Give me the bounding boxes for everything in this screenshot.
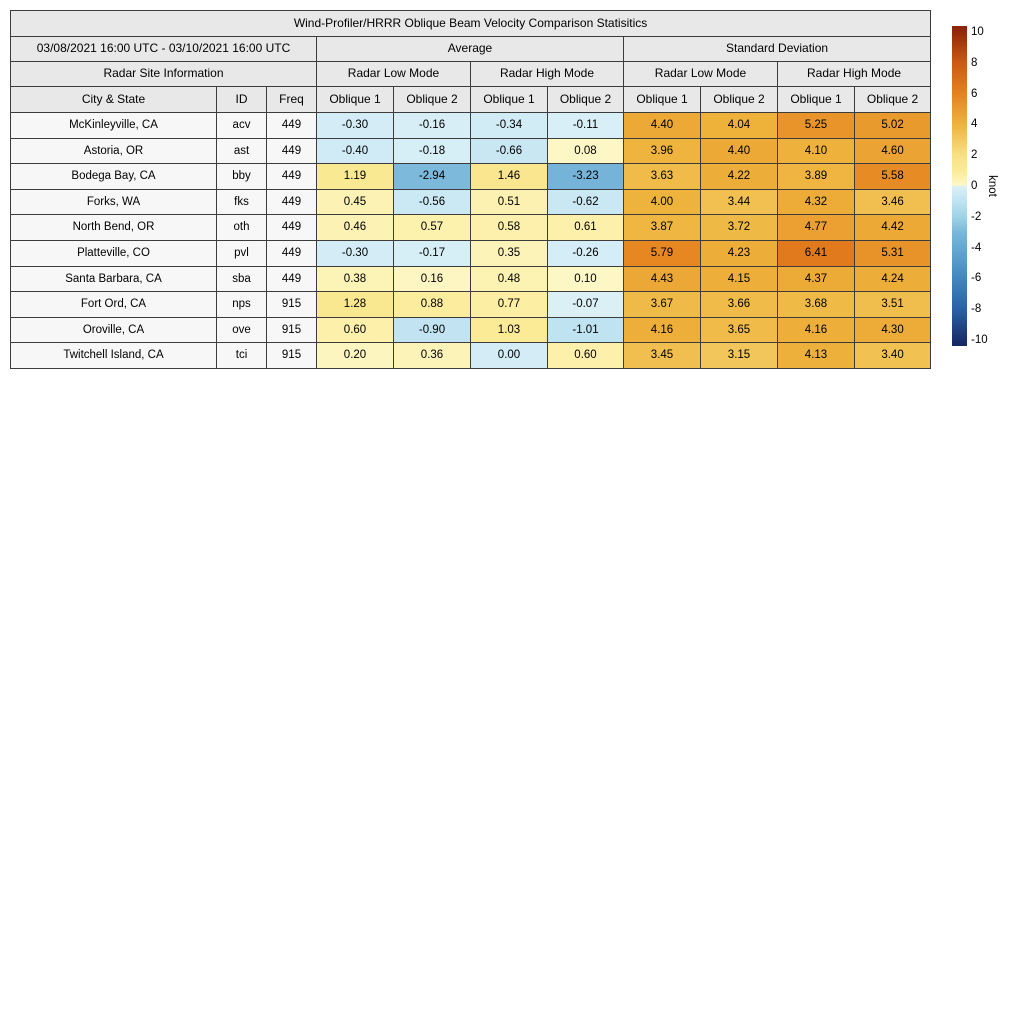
table-row bbox=[11, 343, 931, 369]
value-cell: 3.45 bbox=[624, 343, 701, 369]
value-cell: 4.24 bbox=[855, 266, 931, 292]
value-cell: 5.02 bbox=[855, 113, 931, 139]
value-cell: 4.40 bbox=[624, 113, 701, 139]
id-cell: ast bbox=[217, 138, 267, 164]
value-cell: 4.15 bbox=[701, 266, 778, 292]
id-cell: ove bbox=[217, 317, 267, 343]
column-header-oblique2: Oblique 2 bbox=[855, 87, 931, 113]
value-cell: 0.57 bbox=[394, 215, 471, 241]
value-cell: -0.17 bbox=[394, 240, 471, 266]
freq-cell: 915 bbox=[267, 317, 317, 343]
value-cell: 3.51 bbox=[855, 292, 931, 318]
table-row bbox=[11, 113, 931, 139]
column-header-freq: Freq bbox=[267, 87, 317, 113]
value-cell: 6.41 bbox=[778, 240, 855, 266]
id-cell: sba bbox=[217, 266, 267, 292]
value-cell: 0.36 bbox=[394, 343, 471, 369]
stats-table bbox=[10, 10, 931, 369]
value-cell: 0.60 bbox=[317, 317, 394, 343]
id-cell: tci bbox=[217, 343, 267, 369]
freq-cell: 449 bbox=[267, 138, 317, 164]
value-cell: 5.31 bbox=[855, 240, 931, 266]
colorbar-tick-label: -8 bbox=[971, 303, 982, 316]
value-cell: 0.51 bbox=[471, 189, 548, 215]
table-row bbox=[11, 189, 931, 215]
group-header-avg-low-mode: Radar Low Mode bbox=[317, 62, 471, 87]
id-cell: pvl bbox=[217, 240, 267, 266]
value-cell: 4.16 bbox=[778, 317, 855, 343]
column-header-oblique1: Oblique 1 bbox=[471, 87, 548, 113]
value-cell: -0.16 bbox=[394, 113, 471, 139]
value-cell: 3.63 bbox=[624, 164, 701, 190]
value-cell: 3.66 bbox=[701, 292, 778, 318]
group-header-std-low-mode: Radar Low Mode bbox=[624, 62, 778, 87]
id-cell: fks bbox=[217, 189, 267, 215]
colorbar-tick-label: 8 bbox=[971, 56, 978, 69]
value-cell: 0.16 bbox=[394, 266, 471, 292]
table-title: Wind-Profiler/HRRR Oblique Beam Velocity Comparison Statisitics bbox=[11, 11, 931, 37]
city-cell: Fort Ord, CA bbox=[11, 292, 217, 318]
value-cell: 0.00 bbox=[471, 343, 548, 369]
value-cell: 3.89 bbox=[778, 164, 855, 190]
value-cell: 4.32 bbox=[778, 189, 855, 215]
value-cell: 3.96 bbox=[624, 138, 701, 164]
value-cell: 4.30 bbox=[855, 317, 931, 343]
value-cell: 3.46 bbox=[855, 189, 931, 215]
value-cell: 4.13 bbox=[778, 343, 855, 369]
group-header-avg-high-mode: Radar High Mode bbox=[471, 62, 624, 87]
value-cell: -2.94 bbox=[394, 164, 471, 190]
value-cell: 4.00 bbox=[624, 189, 701, 215]
value-cell: 4.23 bbox=[701, 240, 778, 266]
value-cell: 1.46 bbox=[471, 164, 548, 190]
value-cell: 0.38 bbox=[317, 266, 394, 292]
value-cell: -0.34 bbox=[471, 113, 548, 139]
value-cell: -0.26 bbox=[548, 240, 624, 266]
column-header-oblique1: Oblique 1 bbox=[778, 87, 855, 113]
value-cell: 4.42 bbox=[855, 215, 931, 241]
value-cell: 1.28 bbox=[317, 292, 394, 318]
colorbar-unit-label: knot bbox=[986, 175, 998, 197]
value-cell: 5.79 bbox=[624, 240, 701, 266]
value-cell: 0.61 bbox=[548, 215, 624, 241]
value-cell: 1.03 bbox=[471, 317, 548, 343]
value-cell: 0.88 bbox=[394, 292, 471, 318]
column-header-city-state: City & State bbox=[11, 87, 217, 113]
freq-cell: 449 bbox=[267, 164, 317, 190]
colorbar-tick-label: -6 bbox=[971, 272, 982, 285]
value-cell: 4.10 bbox=[778, 138, 855, 164]
value-cell: -0.90 bbox=[394, 317, 471, 343]
value-cell: 0.08 bbox=[548, 138, 624, 164]
value-cell: 1.19 bbox=[317, 164, 394, 190]
column-header-oblique1: Oblique 1 bbox=[624, 87, 701, 113]
value-cell: -0.30 bbox=[317, 113, 394, 139]
colorbar-tick-label: 4 bbox=[971, 118, 978, 131]
value-cell: -0.40 bbox=[317, 138, 394, 164]
group-header-average: Average bbox=[317, 37, 624, 62]
value-cell: 3.44 bbox=[701, 189, 778, 215]
freq-cell: 449 bbox=[267, 215, 317, 241]
value-cell: -0.30 bbox=[317, 240, 394, 266]
colorbar-tick-label: 2 bbox=[971, 149, 978, 162]
value-cell: 4.40 bbox=[701, 138, 778, 164]
value-cell: 0.60 bbox=[548, 343, 624, 369]
value-cell: 0.77 bbox=[471, 292, 548, 318]
value-cell: 3.65 bbox=[701, 317, 778, 343]
value-cell: 3.67 bbox=[624, 292, 701, 318]
city-cell: Twitchell Island, CA bbox=[11, 343, 217, 369]
colorbar-tick-label: 0 bbox=[971, 180, 978, 192]
id-cell: acv bbox=[217, 113, 267, 139]
value-cell: 5.58 bbox=[855, 164, 931, 190]
column-header-id: ID bbox=[217, 87, 267, 113]
value-cell: 3.68 bbox=[778, 292, 855, 318]
value-cell: -3.23 bbox=[548, 164, 624, 190]
value-cell: 0.45 bbox=[317, 189, 394, 215]
city-cell: Forks, WA bbox=[11, 189, 217, 215]
id-cell: nps bbox=[217, 292, 267, 318]
value-cell: 0.58 bbox=[471, 215, 548, 241]
value-cell: 4.22 bbox=[701, 164, 778, 190]
colorbar-tick-label: -4 bbox=[971, 241, 982, 254]
table-row bbox=[11, 266, 931, 292]
value-cell: 4.16 bbox=[624, 317, 701, 343]
group-header-std-high-mode: Radar High Mode bbox=[778, 62, 931, 87]
table-row bbox=[11, 215, 931, 241]
value-cell: 4.43 bbox=[624, 266, 701, 292]
id-cell: oth bbox=[217, 215, 267, 241]
value-cell: 4.04 bbox=[701, 113, 778, 139]
column-header-oblique1: Oblique 1 bbox=[317, 87, 394, 113]
city-cell: Platteville, CO bbox=[11, 240, 217, 266]
value-cell: -0.07 bbox=[548, 292, 624, 318]
freq-cell: 915 bbox=[267, 343, 317, 369]
value-cell: 0.35 bbox=[471, 240, 548, 266]
city-cell: North Bend, OR bbox=[11, 215, 217, 241]
colorbar-tick-label: 10 bbox=[971, 26, 984, 39]
city-cell: Santa Barbara, CA bbox=[11, 266, 217, 292]
group-header-site-info: Radar Site Information bbox=[11, 62, 317, 87]
value-cell: 0.46 bbox=[317, 215, 394, 241]
id-cell: bby bbox=[217, 164, 267, 190]
column-header-oblique2: Oblique 2 bbox=[394, 87, 471, 113]
colorbar bbox=[952, 26, 967, 346]
table-row bbox=[11, 138, 931, 164]
freq-cell: 449 bbox=[267, 240, 317, 266]
value-cell: 0.48 bbox=[471, 266, 548, 292]
table-row bbox=[11, 292, 931, 318]
value-cell: 3.15 bbox=[701, 343, 778, 369]
freq-cell: 449 bbox=[267, 266, 317, 292]
value-cell: 3.72 bbox=[701, 215, 778, 241]
value-cell: 0.20 bbox=[317, 343, 394, 369]
city-cell: McKinleyville, CA bbox=[11, 113, 217, 139]
value-cell: 4.60 bbox=[855, 138, 931, 164]
group-header-std-dev: Standard Deviation bbox=[624, 37, 931, 62]
date-range-label: 03/08/2021 16:00 UTC - 03/10/2021 16:00 UTC bbox=[11, 37, 317, 62]
value-cell: 3.87 bbox=[624, 215, 701, 241]
city-cell: Astoria, OR bbox=[11, 138, 217, 164]
colorbar-tick-label: -2 bbox=[971, 210, 982, 223]
table-row bbox=[11, 240, 931, 266]
value-cell: -0.56 bbox=[394, 189, 471, 215]
value-cell: -0.66 bbox=[471, 138, 548, 164]
city-cell: Oroville, CA bbox=[11, 317, 217, 343]
table-row bbox=[11, 317, 931, 343]
table-row bbox=[11, 164, 931, 190]
colorbar-tick-label: 6 bbox=[971, 87, 978, 100]
value-cell: -1.01 bbox=[548, 317, 624, 343]
value-cell: -0.62 bbox=[548, 189, 624, 215]
column-header-oblique2: Oblique 2 bbox=[701, 87, 778, 113]
column-header-oblique2: Oblique 2 bbox=[548, 87, 624, 113]
freq-cell: 915 bbox=[267, 292, 317, 318]
value-cell: 3.40 bbox=[855, 343, 931, 369]
value-cell: 4.37 bbox=[778, 266, 855, 292]
freq-cell: 449 bbox=[267, 113, 317, 139]
value-cell: 4.77 bbox=[778, 215, 855, 241]
value-cell: -0.18 bbox=[394, 138, 471, 164]
colorbar-tick-label: -10 bbox=[971, 333, 988, 346]
value-cell: -0.11 bbox=[548, 113, 624, 139]
value-cell: 0.10 bbox=[548, 266, 624, 292]
freq-cell: 449 bbox=[267, 189, 317, 215]
city-cell: Bodega Bay, CA bbox=[11, 164, 217, 190]
value-cell: 5.25 bbox=[778, 113, 855, 139]
